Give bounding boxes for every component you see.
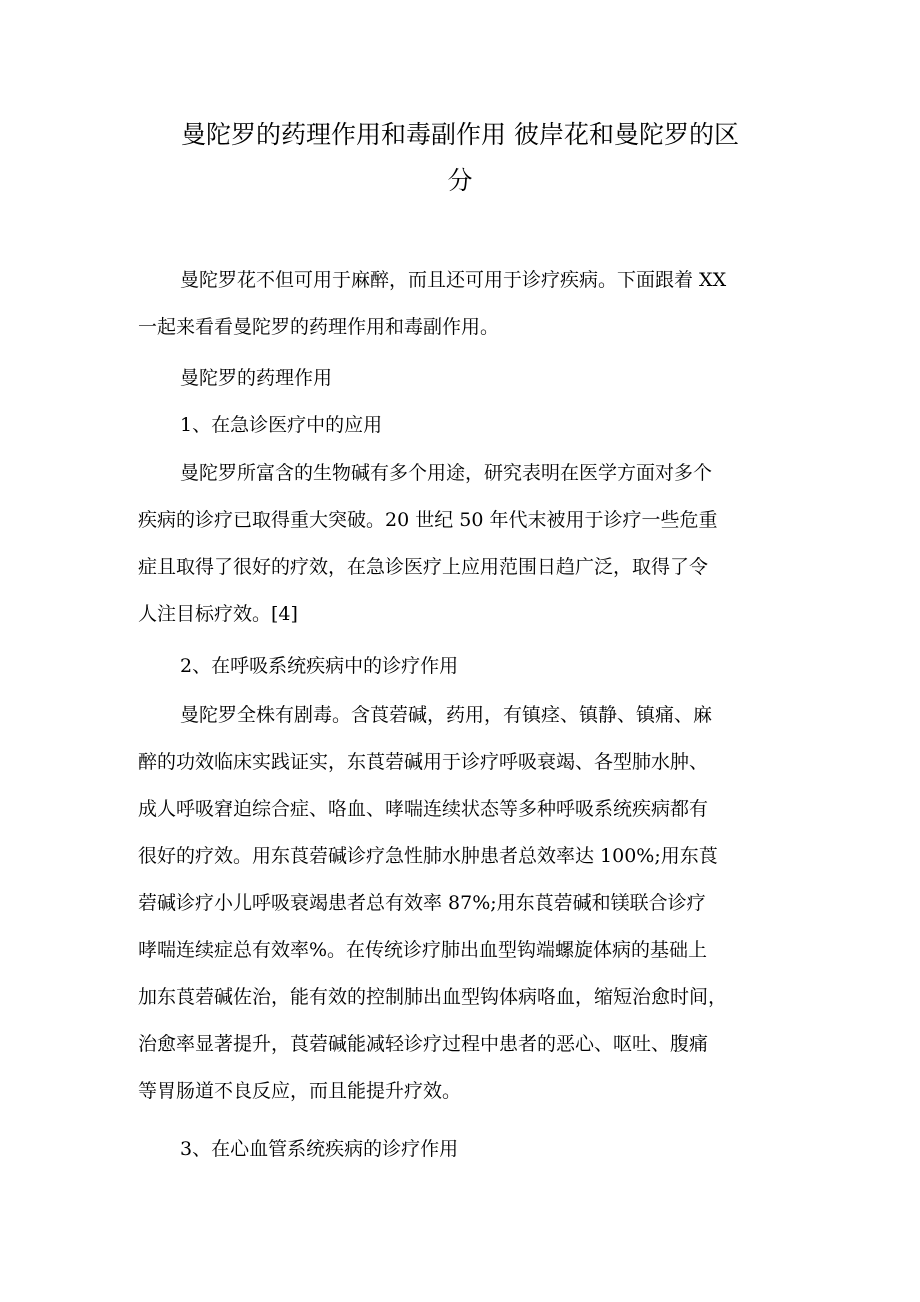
item2-line-4: 很好的疗效。用东莨菪碱诊疗急性肺水肿患者总效率达 100%;用东莨 (138, 845, 718, 867)
item2-heading: 2、在呼吸系统疾病中的诊疗作用 (180, 655, 459, 677)
document-title (120, 112, 800, 204)
item1-line-4: 人注目标疗效。[4] (138, 603, 298, 625)
item2-line-2: 醉的功效临床实践证实，东莨菪碱用于诊疗呼吸衰竭、各型肺水肿、 (138, 751, 709, 773)
intro-line-2: 一起来看看曼陀罗的药理作用和毒副作用。 (138, 316, 500, 338)
intro-paragraph (138, 257, 783, 351)
item2-line-6: 哮喘连续症总有效率%。在传统诊疗肺出血型钩端螺旋体病的基础上 (138, 939, 708, 961)
item1-paragraph (138, 450, 783, 638)
title-line-2: 分 (447, 166, 473, 195)
item1-line-2: 疾病的诊疗已取得重大突破。20 世纪 50 年代末被用于诊疗一些危重 (138, 509, 718, 531)
item2-line-7: 加东莨菪碱佐治，能有效的控制肺出血型钩体病咯血，缩短治愈时间， (138, 986, 728, 1008)
item3-heading: 3、在心血管系统疾病的诊疗作用 (180, 1138, 459, 1160)
item1-line-1: 曼陀罗所富含的生物碱有多个用途，研究表明在医学方面对多个 (180, 462, 713, 484)
item2-line-9: 等胃肠道不良反应，而且能提升疗效。 (138, 1080, 462, 1102)
section-heading: 曼陀罗的药理作用 (180, 367, 333, 389)
item2-line-5: 菪碱诊疗小儿呼吸衰竭患者总有效率 87%;用东莨菪碱和镁联合诊疗 (138, 892, 706, 914)
item1-line-3: 症且取得了很好的疗效，在急诊医疗上应用范围日趋广泛，取得了令 (138, 556, 709, 578)
item2-line-1: 曼陀罗全株有剧毒。含莨菪碱，药用，有镇痉、镇静、镇痛、麻 (180, 704, 713, 726)
item2-paragraph (138, 692, 783, 1115)
intro-line-1: 曼陀罗花不但可用于麻醉，而且还可用于诊疗疾病。下面跟着 XX (180, 269, 727, 291)
item2-line-8: 治愈率显著提升，莨菪碱能减轻诊疗过程中患者的恶心、呕吐、腹痛 (138, 1033, 709, 1055)
item1-heading: 1、在急诊医疗中的应用 (180, 414, 383, 436)
title-line-1: 曼陀罗的药理作用和毒副作用 彼岸花和曼陀罗的区 (181, 120, 739, 149)
item2-line-3: 成人呼吸窘迫综合症、咯血、哮喘连续状态等多种呼吸系统疾病都有 (138, 798, 709, 820)
